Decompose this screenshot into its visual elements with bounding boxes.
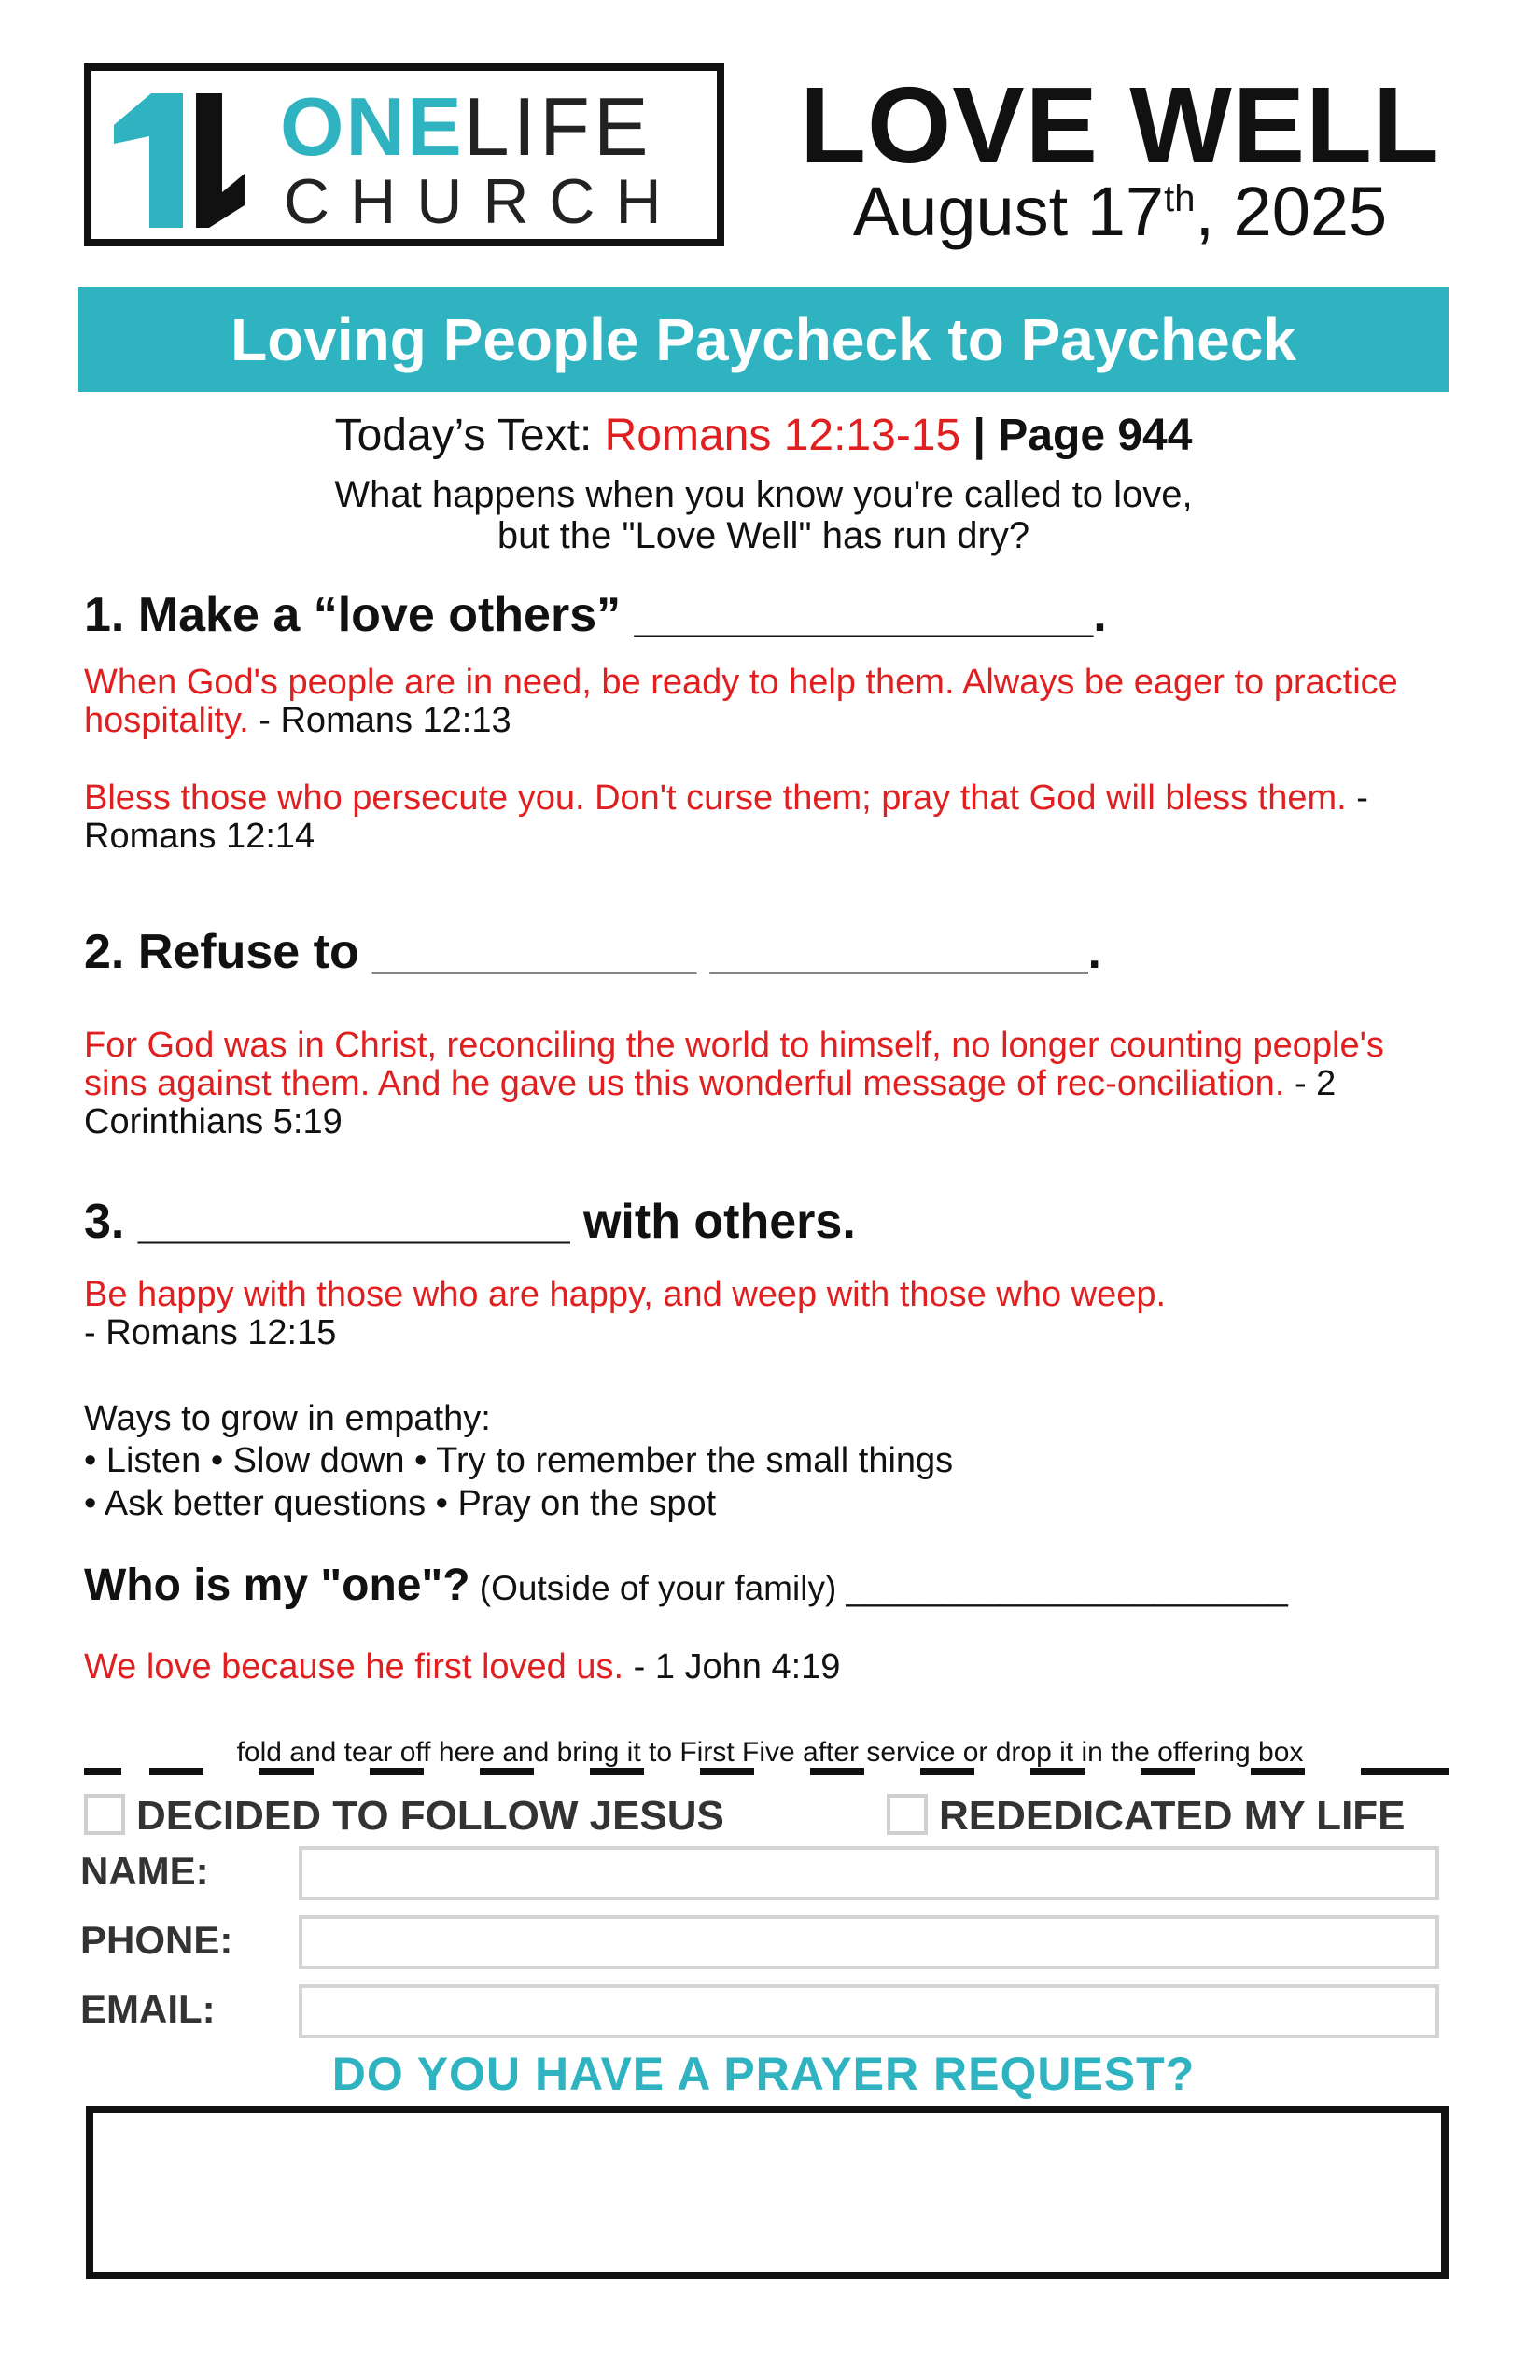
email-field[interactable]	[299, 1984, 1439, 2038]
decided-option[interactable]: DECIDED TO FOLLOW JESUS	[84, 1792, 724, 1841]
prayer-request-heading: DO YOU HAVE A PRAYER REQUEST?	[331, 2048, 1196, 2100]
page-title: LOVE WELL	[800, 64, 1440, 186]
empathy-list-line-1: • Listen • Slow down • Try to remember the small things	[84, 1441, 954, 1480]
church-logo	[84, 63, 724, 246]
service-date: August 17th, 2025	[852, 173, 1388, 250]
verse-1-john-4-19: We love because he first loved us. - 1 John 4:19	[84, 1647, 841, 1687]
empathy-list-line-2: • Ask better questions • Pray on the spot	[84, 1484, 717, 1523]
sermon-title-banner: Loving People Paycheck to Paycheck	[78, 287, 1449, 392]
tear-instructions: fold and tear off here and bring it to First Five after service or drop it in the offering box	[236, 1737, 1304, 1768]
point-2: 2. Refuse to ____________ ______________.	[84, 925, 1101, 979]
empathy-heading: Ways to grow in empathy:	[84, 1399, 491, 1438]
tear-dash	[1415, 1768, 1449, 1775]
logo-church-word: CHURCH	[284, 166, 682, 237]
phone-label: PHONE:	[80, 1918, 233, 1962]
logo-wordmark: ONELIFE	[280, 80, 652, 173]
prayer-request-box[interactable]	[86, 2106, 1449, 2279]
verse-romans-12-14: Bless those who persecute you. Don't curse them; pray that God will bless them. - Romans 12:14	[84, 778, 1368, 857]
email-label: EMAIL:	[80, 1987, 216, 2031]
verse-2-corinthians-5-19: For God was in Christ, reconciling the world to himself, no longer counting people's sins against them. And he gave us this wonderful message of rec-onciliation. - 2 Corinthians 5:19	[84, 1026, 1384, 1142]
one-life-logo-icon	[106, 88, 246, 228]
scripture-reference: Romans 12:13-15	[604, 411, 961, 460]
point-1: 1. Make a “love others” _________________.	[84, 588, 1107, 642]
name-field[interactable]	[299, 1846, 1439, 1900]
verse-romans-12-13: When God's people are in need, be ready to help them. Always be eager to practice hospitality. - Romans 12:13	[84, 663, 1398, 741]
decided-checkbox[interactable]	[84, 1794, 125, 1835]
verse-romans-12-15: Be happy with those who are happy, and weep with those who weep. - Romans 12:15	[84, 1275, 1167, 1353]
rededicated-option[interactable]: REDEDICATED MY LIFE	[887, 1792, 1406, 1841]
tear-dash	[84, 1768, 121, 1775]
name-label: NAME:	[80, 1849, 209, 1893]
rededicated-checkbox[interactable]	[887, 1794, 928, 1835]
todays-text: Today’s Text: Romans 12:13-15 | Page 944	[334, 411, 1193, 460]
who-is-my-one: Who is my "one"? (Outside of your family) _______________________	[84, 1561, 1288, 1610]
phone-field[interactable]	[299, 1915, 1439, 1969]
point-3: 3. ________________ with others.	[84, 1195, 856, 1249]
intro-question: What happens when you know you're called to love, but the "Love Well" has run dry?	[334, 474, 1193, 556]
